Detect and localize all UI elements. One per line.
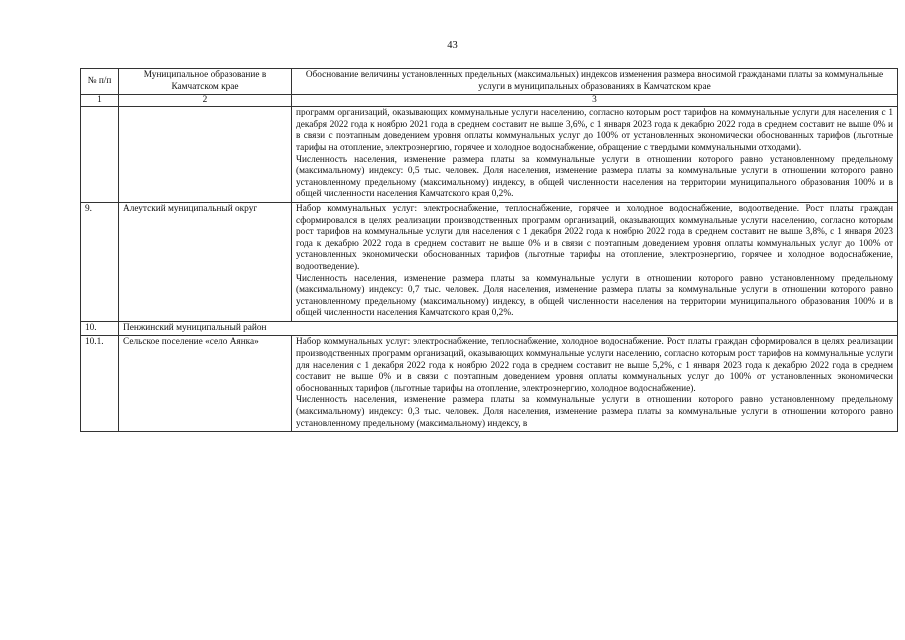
page-number: 43 xyxy=(447,40,458,51)
justification-paragraph: программ организаций, оказывающих коммунальные услуги населению, согласно которым рост тарифов на коммунальные услуги для населения с 1 декабря 2022 года к ноябрю 2021 года в среднем составит не выше 3,6%, с 1 января 2023 года к декабрю 2022 года в среднем составит не выше 0% и в связи с поэтапным доведением уровня оплаты коммунальных услуг до 100% от установленных экономически обоснованных тарифов (льготные тарифы на отопление, электроэнергию, горячее и холодное водоснабжение, обращение с твердыми коммунальными отходами). xyxy=(296,108,893,153)
table-row xyxy=(81,107,898,203)
justification-cell xyxy=(292,336,898,432)
column-number: 1 xyxy=(81,95,119,107)
indices-table xyxy=(80,68,898,432)
row-number xyxy=(81,107,119,203)
column-number: 2 xyxy=(119,95,292,107)
municipality-name: Сельское поселение «село Аянка» xyxy=(119,336,292,432)
table-row xyxy=(81,336,898,432)
justification-paragraph: Набор коммунальных услуг: электроснабжение, теплоснабжение, горячее и холодное водоснабжение, водоотведение. Рост платы граждан сформировался в целях реализации производственных программ организаций, оказывающих коммунальные услуги населению, согласно которым рост тарифов на коммунальные услуги для населения с 1 декабря 2022 года к ноябрю 2022 года в среднем составит не выше 3,8%, с 1 января 2023 года к декабрю 2022 года в среднем составит не выше 0% и в связи с поэтапным доведением уровня оплаты коммунальных услуг до 100% от установленных экономически обоснованных тарифов (льготные тарифы на отопление, электроэнергию, горячее и холодное водоснабжение, водоотведение). xyxy=(296,203,893,272)
table-row xyxy=(81,321,898,336)
row-number: 9. xyxy=(81,202,119,321)
justification-cell xyxy=(292,107,898,203)
justification-cell xyxy=(292,202,898,321)
district-name: Пенжинский муниципальный район xyxy=(119,321,898,336)
column-number-row xyxy=(81,95,898,107)
population-paragraph: Численность населения, изменение размера платы за коммунальные услуги в отношении которого равно установленному предельному (максимальному) индексу: 0,7 тыс. человек. Доля населения, изменение размера платы за коммунальные услуги в отношении которого равно установленному предельному (максимальному) индексу, в общей численности населения на территории муниципального образования 100% и в общей численности населения Камчатского края 0,2%. xyxy=(296,273,893,319)
column-number: 3 xyxy=(292,95,898,107)
header-number: № п/п xyxy=(81,69,119,95)
table-row xyxy=(81,202,898,321)
header-municipality: Муниципальное образование в Камчатском крае xyxy=(119,69,292,95)
municipality-name: Алеутский муниципальный округ xyxy=(119,202,292,321)
header-justification: Обоснование величины установленных предельных (максимальных) индексов изменения размера вносимой гражданами платы за коммунальные услуги в муниципальных образованиях в Камчатском крае xyxy=(292,69,898,95)
population-paragraph: Численность населения, изменение размера платы за коммунальные услуги в отношении которого равно установленному предельному (максимальному) индексу: 0,5 тыс. человек. Доля населения, изменение размера платы за коммунальные услуги в отношении которого равно установленному предельному (максимальному) индексу, в общей численности населения на территории муниципального образования 100% и в общей численности населения Камчатского края 0,2%. xyxy=(296,154,893,200)
population-paragraph: Численность населения, изменение размера платы за коммунальные услуги в отношении которого равно установленному предельному (максимальному) индексу: 0,3 тыс. человек. Доля населения, изменение размера платы за коммунальные услуги в отношении которого равно установленному предельному (максимальному) индексу, в xyxy=(296,395,893,429)
municipality-name xyxy=(119,107,292,203)
table-header-row xyxy=(81,69,898,95)
row-number: 10. xyxy=(81,321,119,336)
row-number: 10.1. xyxy=(81,336,119,432)
justification-paragraph: Набор коммунальных услуг: электроснабжение, теплоснабжение, холодное водоснабжение. Рост платы граждан сформировался в целях реализации производственных программ организаций, оказывающих коммунальные услуги населению, согласно которым рост тарифов на коммунальные услуги для населения с 1 декабря 2022 года к ноябрю 2022 года в среднем составит не выше 5,2%, с 1 января 2023 года к декабрю 2022 года в среднем составит не выше 0% и в связи с поэтапным доведением уровня оплаты коммунальных услуг до 100% от установленных экономически обоснованных тарифов (льготные тарифы на отопление, электроэнергию, холодное водоснабжение). xyxy=(296,337,893,394)
